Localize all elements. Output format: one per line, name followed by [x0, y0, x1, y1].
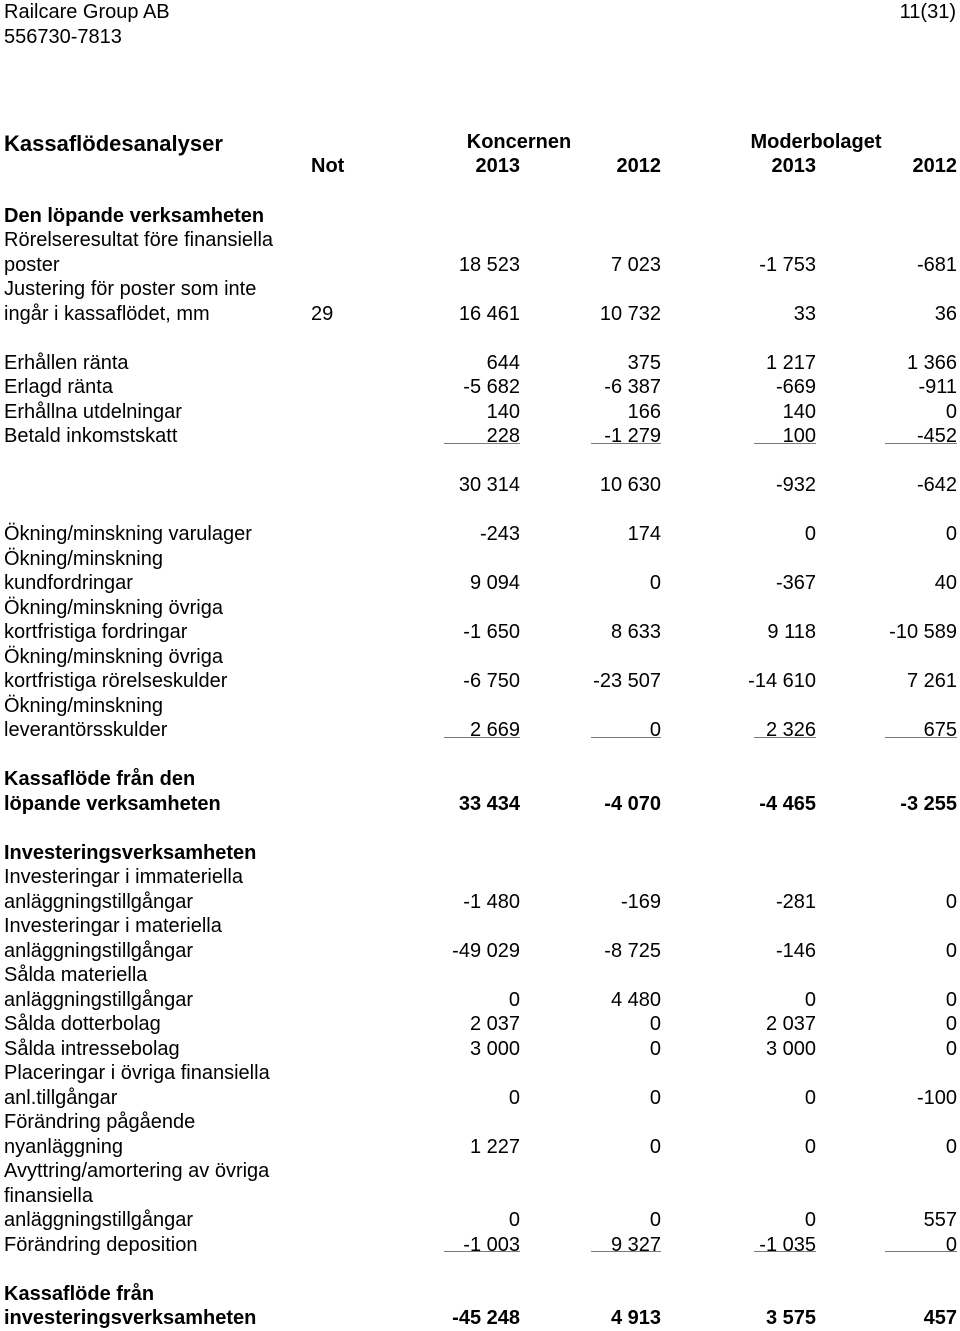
row-label-line: Investeringar i materiella: [4, 915, 222, 937]
row-label-line: Placeringar i övriga finansiella: [4, 1062, 270, 1084]
row-label-line: Erlagd ränta: [4, 376, 113, 398]
row-value: 0: [649, 1037, 661, 1060]
row-label-line: anl.tillgångar: [4, 1086, 118, 1109]
row-value: 0: [945, 1013, 957, 1035]
row-value: 457: [923, 1307, 957, 1329]
row-label: [4, 375, 113, 400]
row-value: -169: [620, 890, 661, 913]
blank-row: [0, 326, 960, 351]
table-row: [0, 645, 960, 694]
row-value: -1 279: [604, 425, 661, 447]
row-value: 0: [804, 988, 816, 1011]
underline: [754, 1251, 816, 1253]
row-value: 0: [649, 1086, 661, 1109]
row-label-line: Erhållna utdelningar: [4, 400, 182, 423]
row-value: -6 387: [604, 376, 661, 398]
row-value: 9 118: [767, 621, 816, 643]
table-row: [0, 865, 960, 914]
row-value: 0: [649, 1135, 661, 1158]
row-label-line: Ökning/minskning varulager: [4, 523, 252, 545]
row-label-line: kundfordringar: [4, 572, 133, 594]
row-label-line: Betald inkomstskatt: [4, 425, 178, 447]
row-label-line: Den löpande verksamheten: [4, 204, 265, 227]
row-value: -8 725: [604, 939, 661, 962]
row-value: 1 227: [469, 1135, 520, 1158]
org-number: 556730-7813: [4, 25, 122, 48]
table-row: [0, 351, 960, 376]
row-label-line: anläggningstillgångar: [4, 939, 194, 962]
row-label: [4, 1037, 180, 1062]
row-label-line: Investeringar i immateriella: [4, 866, 243, 888]
row-label-line: Ökning/minskning: [4, 694, 163, 717]
row-label: [4, 963, 193, 1012]
row-value: 0: [945, 1233, 957, 1256]
company-name: Railcare Group AB: [4, 1, 170, 23]
row-value: 140: [486, 400, 520, 423]
row-value: -23 507: [593, 670, 661, 692]
row-value: 9 094: [469, 572, 520, 594]
table-row: [0, 1110, 960, 1159]
row-value: 16 461: [458, 302, 520, 325]
column-header-not: Not: [311, 155, 345, 177]
table-row: [0, 375, 960, 400]
row-value: -5 682: [463, 376, 520, 398]
column-header-year: 2013: [475, 155, 520, 177]
row-label: [4, 204, 264, 229]
row-label: [4, 228, 273, 277]
underline: [754, 737, 816, 739]
row-label-line: Investeringsverksamheten: [4, 841, 257, 864]
blank-row: [0, 743, 960, 768]
table-row: [0, 547, 960, 596]
row-value: -1 035: [759, 1233, 816, 1256]
row-value: 18 523: [458, 253, 520, 276]
row-label-line: anläggningstillgångar: [4, 890, 194, 913]
underline: [885, 1251, 957, 1253]
row-value: 1 366: [906, 351, 957, 374]
row-value: 0: [804, 1135, 816, 1158]
note-reference: 29: [311, 302, 334, 325]
row-label: [4, 1282, 256, 1331]
row-label: [4, 841, 256, 866]
row-value: -45 248: [452, 1307, 520, 1329]
page-number: 11(31): [899, 1, 956, 23]
row-label-line: anläggningstillgångar: [4, 988, 194, 1011]
cash-flow-table: [0, 204, 960, 1331]
column-header-year: 2012: [912, 155, 957, 177]
row-label: [4, 694, 167, 743]
row-value: -911: [918, 376, 957, 398]
row-label: [4, 767, 221, 816]
row-value: 8 633: [610, 621, 661, 643]
row-value: -681: [916, 253, 957, 276]
table-row: [0, 473, 960, 498]
row-value: 557: [923, 1209, 957, 1231]
row-value: 3 000: [765, 1037, 816, 1060]
row-label: [4, 645, 227, 694]
row-value: -281: [775, 890, 816, 913]
row-value: 2 669: [469, 719, 520, 741]
table-row: [0, 963, 960, 1012]
table-row: [0, 424, 960, 449]
page-header-left: [4, 0, 170, 49]
row-value: 7 023: [610, 253, 661, 276]
table-row: [0, 1037, 960, 1062]
row-label-line: anläggningstillgångar: [4, 1209, 194, 1231]
row-value: 0: [508, 988, 520, 1011]
row-value: 33 434: [458, 792, 520, 815]
row-value: 0: [945, 890, 957, 913]
row-value: 166: [627, 400, 661, 423]
row-value: 0: [649, 1209, 661, 1231]
row-value: 3 000: [469, 1037, 520, 1060]
table-row: [0, 767, 960, 816]
row-value: 3 575: [765, 1307, 816, 1329]
row-label-line: Ökning/minskning övriga: [4, 645, 223, 668]
row-label-line: Erhållen ränta: [4, 351, 129, 374]
table-row: [0, 596, 960, 645]
table-row: [0, 841, 960, 866]
table-row: [0, 522, 960, 547]
table-row: [0, 694, 960, 743]
row-value: 36: [934, 302, 957, 325]
underline: [591, 737, 661, 739]
row-value: 10 732: [599, 302, 661, 325]
underline: [885, 737, 957, 739]
row-label: [4, 424, 177, 449]
row-label: [4, 277, 256, 326]
table-row: [0, 1282, 960, 1331]
row-value: 375: [627, 351, 661, 374]
row-value: -1 650: [463, 621, 520, 643]
row-label-line: löpande verksamheten: [4, 792, 221, 815]
table-row: [0, 914, 960, 963]
row-value: 140: [782, 400, 816, 423]
blank-row: [0, 449, 960, 474]
row-value: 4 913: [610, 1307, 661, 1329]
row-label-line: kortfristiga rörelseskulder: [4, 670, 228, 692]
row-value: 2 037: [765, 1013, 816, 1035]
row-value: 10 630: [599, 474, 661, 496]
row-label: [4, 1233, 197, 1258]
row-value: 9 327: [610, 1233, 661, 1256]
underline: [444, 443, 520, 445]
row-label-line: Justering för poster som inte: [4, 278, 257, 300]
row-value: -1 480: [463, 890, 520, 913]
page-title: Kassaflödesanalyser: [4, 131, 223, 156]
row-label-line: Ökning/minskning: [4, 547, 163, 570]
row-label: [4, 351, 129, 376]
row-value: 0: [804, 1209, 816, 1231]
underline: [444, 1251, 520, 1253]
row-label: [4, 914, 222, 963]
row-label-line: Sålda materiella: [4, 964, 148, 986]
column-group-koncernen: Koncernen: [466, 130, 572, 153]
row-value: 675: [923, 719, 957, 741]
row-label-line: Sålda dotterbolag: [4, 1013, 161, 1035]
row-label: [4, 522, 252, 547]
row-value: 33: [793, 302, 816, 325]
row-value: -669: [775, 376, 816, 398]
underline: [885, 443, 957, 445]
row-value: 0: [804, 523, 816, 545]
underline: [591, 443, 661, 445]
row-value: 0: [649, 719, 661, 741]
table-row: [0, 277, 960, 326]
row-value: -3 255: [900, 792, 957, 815]
row-label-line: Förändring pågående: [4, 1111, 196, 1133]
row-value: -367: [775, 572, 816, 594]
row-value: -4 465: [759, 792, 816, 815]
row-value: 0: [945, 939, 957, 962]
row-label-line: investeringsverksamheten: [4, 1307, 257, 1329]
row-value: 0: [945, 1135, 957, 1158]
row-label-line: Förändring deposition: [4, 1233, 198, 1256]
row-value: 4 480: [610, 988, 661, 1011]
row-label: [4, 547, 163, 596]
row-value: -1 003: [463, 1233, 520, 1256]
row-value: 0: [508, 1086, 520, 1109]
column-group-moderbolaget: Moderbolaget: [750, 130, 882, 153]
table-row: [0, 1012, 960, 1037]
row-value: -10 589: [889, 621, 957, 643]
row-value: 30 314: [458, 474, 520, 496]
row-value: -100: [916, 1086, 957, 1109]
row-value: -4 070: [604, 792, 661, 815]
row-label: [4, 1012, 161, 1037]
row-value: 0: [945, 988, 957, 1011]
row-label: [4, 1110, 195, 1159]
row-value: -1 753: [759, 253, 816, 276]
row-label-line: Kassaflöde från den: [4, 768, 196, 790]
row-label-line: Avyttring/amortering av övriga: [4, 1160, 270, 1182]
row-label-line: kortfristiga fordringar: [4, 621, 188, 643]
row-value: 0: [945, 523, 957, 545]
underline: [444, 737, 520, 739]
row-value: -6 750: [463, 670, 520, 692]
row-value: -14 610: [748, 670, 816, 692]
blank-row: [0, 498, 960, 523]
row-label-line: leverantörsskulder: [4, 719, 168, 741]
row-value: 228: [486, 425, 520, 447]
table-row: [0, 228, 960, 277]
row-value: 2 326: [765, 719, 816, 741]
column-header-year: 2012: [616, 155, 661, 177]
row-value: 1 217: [765, 351, 816, 374]
row-value: 0: [649, 572, 661, 594]
row-value: 0: [945, 1037, 957, 1060]
underline: [754, 443, 816, 445]
row-value: 644: [486, 351, 520, 374]
blank-row: [0, 1257, 960, 1282]
row-label: [4, 1159, 269, 1233]
row-value: 7 261: [906, 670, 957, 692]
table-row: [0, 1159, 960, 1233]
row-label-line: ingår i kassaflödet, mm: [4, 302, 210, 325]
row-label-line: Sålda intressebolag: [4, 1037, 180, 1060]
column-header-year: 2013: [771, 155, 816, 177]
row-value: -49 029: [452, 939, 520, 962]
row-label: [4, 1061, 270, 1110]
row-label-line: Ökning/minskning övriga: [4, 596, 223, 619]
row-label-line: Rörelseresultat före finansiella: [4, 229, 274, 251]
underline: [591, 1251, 661, 1253]
table-row: [0, 1233, 960, 1258]
table-row: [0, 1061, 960, 1110]
row-label-line: Kassaflöde från: [4, 1282, 155, 1305]
row-value: 0: [945, 400, 957, 423]
row-value: 2 037: [469, 1013, 520, 1035]
blank-row: [0, 816, 960, 841]
row-label: [4, 596, 223, 645]
row-label-line: poster: [4, 253, 60, 276]
row-value: 0: [649, 1013, 661, 1035]
row-value: 0: [804, 1086, 816, 1109]
table-row: [0, 400, 960, 425]
row-value: -146: [775, 939, 816, 962]
row-label: [4, 865, 243, 914]
row-value: -642: [916, 474, 957, 496]
row-label: [4, 400, 182, 425]
row-value: 100: [782, 425, 816, 447]
row-value: 40: [934, 572, 957, 594]
row-value: -452: [916, 425, 957, 447]
row-label-line: finansiella: [4, 1184, 93, 1207]
row-value: -932: [775, 474, 816, 496]
row-label-line: nyanläggning: [4, 1135, 123, 1158]
row-value: -243: [479, 523, 520, 545]
table-row: [0, 204, 960, 229]
row-value: 174: [627, 523, 661, 545]
row-value: 0: [508, 1209, 520, 1231]
